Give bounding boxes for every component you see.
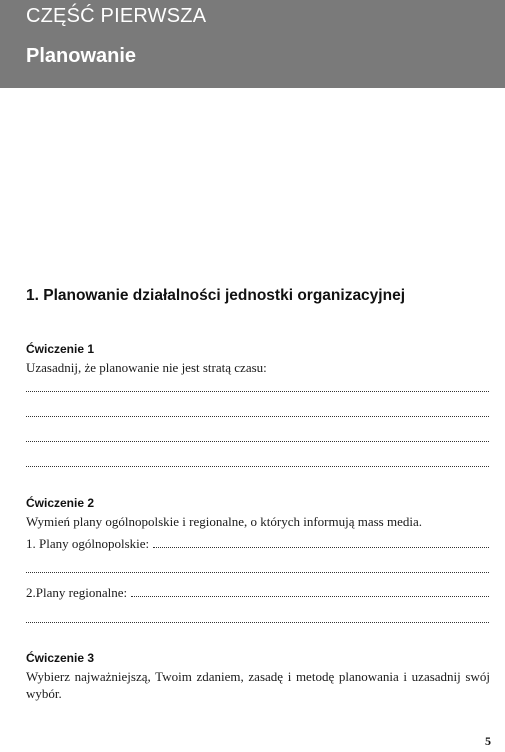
- exercise-2-text: Wymień plany ogólnopolskie i regionalne, o których informują mass media.: [26, 514, 422, 529]
- exercise-3-heading: Ćwiczenie 3: [26, 651, 95, 665]
- answer-line-2-2[interactable]: [26, 622, 489, 623]
- answer-line-1-1[interactable]: [26, 391, 489, 392]
- section-title: 1. Planowanie działalności jednostki organizacyjnej: [26, 287, 406, 304]
- exercise-2-heading: Ćwiczenie 2: [26, 496, 95, 510]
- answer-line-2-1[interactable]: [26, 572, 489, 573]
- part-label: CZĘŚĆ PIERWSZA: [26, 5, 207, 27]
- regional-plans-dots[interactable]: [131, 596, 489, 597]
- national-plans-label: 1. Plany ogólnopolskie:: [26, 536, 150, 551]
- exercise-1-heading: Ćwiczenie 1: [26, 342, 95, 356]
- answer-line-1-3[interactable]: [26, 441, 489, 442]
- regional-plans-field[interactable]: [26, 584, 489, 601]
- exercise-1-text: Uzasadnij, że planowanie nie jest stratą czasu:: [26, 360, 267, 375]
- national-plans-dots[interactable]: [153, 547, 489, 548]
- part-header-band: [0, 0, 505, 88]
- regional-plans-label: 2.Plany regionalne:: [26, 585, 128, 600]
- part-title: Planowanie: [26, 45, 137, 67]
- exercise-3-text: Wybierz najważniejszą, Twoim zdaniem, zasadę i metodę planowania i uzasadnij swój wybór.: [26, 669, 490, 701]
- answer-line-1-4[interactable]: [26, 466, 489, 467]
- page-number: 5: [485, 734, 491, 748]
- national-plans-field[interactable]: [26, 535, 489, 552]
- answer-line-1-2[interactable]: [26, 416, 489, 417]
